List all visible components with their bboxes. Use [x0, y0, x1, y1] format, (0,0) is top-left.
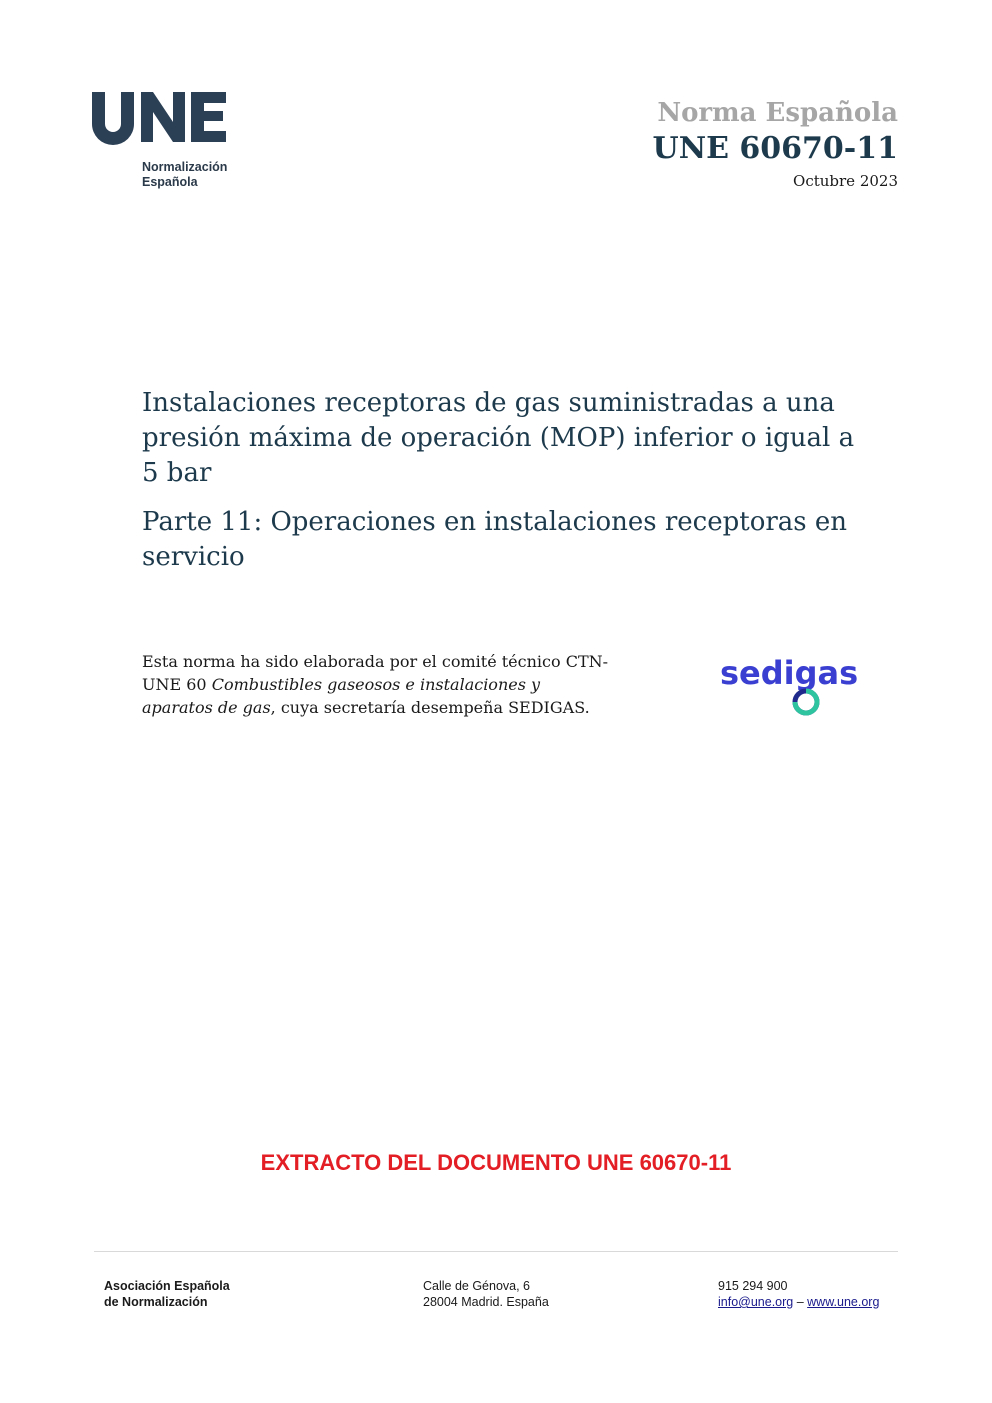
une-logo-sub-line1: Normalización	[142, 160, 228, 174]
footer-org-line2: de Normalización	[104, 1295, 208, 1309]
footer-divider	[94, 1251, 898, 1252]
standard-kind: Norma Española	[657, 98, 898, 128]
document-subtitle: Parte 11: Operaciones en instalaciones receptoras en servicio	[142, 507, 848, 572]
une-logo-sub-line2: Española	[142, 175, 198, 189]
committee-statement	[142, 650, 612, 719]
standard-header	[653, 96, 898, 190]
une-logo-mark	[92, 88, 232, 148]
footer-contact	[718, 1278, 879, 1310]
sedigas-logo	[720, 654, 870, 724]
footer-address-line2: 28004 Madrid. España	[423, 1295, 549, 1309]
footer-address	[423, 1278, 549, 1310]
sedigas-wordmark: sedigas	[720, 654, 859, 692]
footer-link-separator: –	[793, 1295, 808, 1309]
footer-organization	[104, 1278, 230, 1310]
une-logo-subtitle	[142, 160, 227, 190]
footer-address-line1: Calle de Génova, 6	[423, 1279, 531, 1293]
standard-date: Octubre 2023	[793, 172, 898, 190]
footer-website-link[interactable]: www.une.org	[807, 1295, 880, 1309]
sedigas-ring-icon	[790, 686, 822, 718]
standard-code: UNE 60670-11	[652, 131, 898, 166]
committee-outro: , cuya secretaría desempeña SEDIGAS.	[270, 698, 590, 717]
footer-links	[718, 1294, 879, 1310]
footer-org-line1: Asociación Española	[104, 1279, 230, 1293]
committee-intro: Esta norma ha sido elaborada por el comité técnico CTN-UNE 60	[142, 652, 609, 694]
footer-email-link[interactable]: info@une.org	[718, 1295, 794, 1309]
footer-phone: 915 294 900	[718, 1279, 788, 1293]
committee-name: Combustibles gaseosos e instalaciones y aparatos de gas	[142, 675, 541, 717]
extract-notice: EXTRACTO DEL DOCUMENTO UNE 60670-11	[260, 1150, 732, 1175]
document-title: Instalaciones receptoras de gas suministradas a una presión máxima de operación (MOP) inferior o igual a 5 bar	[142, 388, 855, 488]
